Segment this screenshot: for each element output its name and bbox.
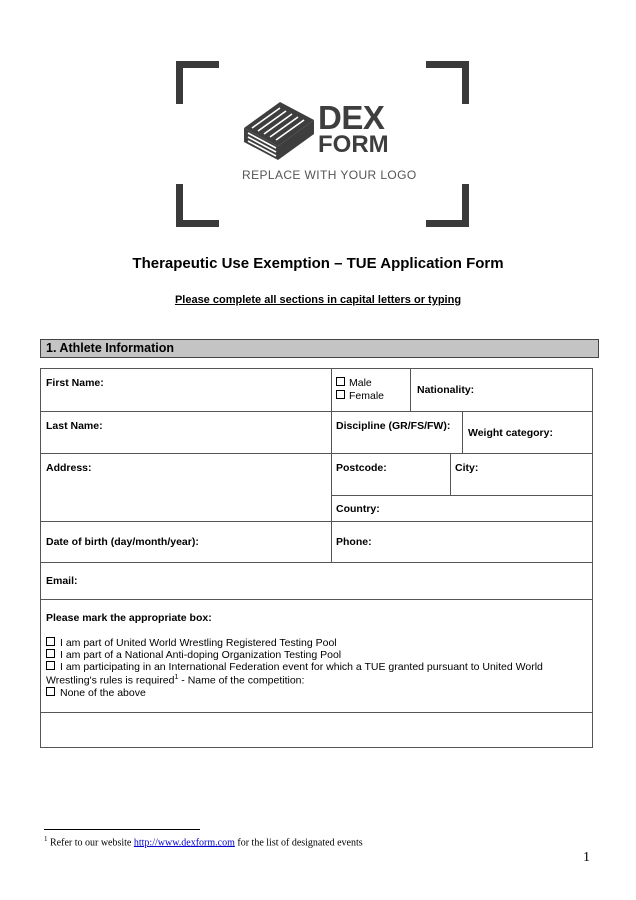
last-name-label: Last Name: — [46, 420, 103, 432]
row-divider — [41, 562, 593, 563]
col-divider — [462, 411, 463, 453]
option-if-event-continued — [46, 674, 304, 687]
option-2-text: I am part of a National Anti-doping Organization Testing Pool — [60, 649, 342, 661]
footnote-marker: 1 — [44, 835, 48, 843]
page-subtitle: Please complete all sections in capital letters or typing — [174, 294, 462, 306]
col-divider — [331, 369, 332, 562]
gender-male-label: Male — [349, 377, 372, 389]
page-number: 1 — [583, 850, 590, 865]
option-4-checkbox[interactable] — [46, 687, 55, 696]
option-3-checkbox[interactable] — [46, 661, 55, 670]
row-divider — [41, 521, 593, 522]
city-label: City: — [455, 462, 479, 474]
page-title: Therapeutic Use Exemption – TUE Application Form — [132, 255, 504, 272]
footnote-text-after: for the list of designated events — [234, 837, 363, 849]
first-name-label: First Name: — [46, 377, 104, 389]
col-divider — [410, 369, 411, 411]
footnote-rule — [44, 829, 200, 830]
option-1-text: I am part of United World Wrestling Registered Testing Pool — [60, 637, 337, 649]
logo-corner-top-left — [176, 61, 219, 104]
book-stack-icon — [240, 98, 316, 164]
section-heading: 1. Athlete Information — [40, 339, 599, 358]
option-nado-testing-pool[interactable] — [46, 649, 341, 661]
row-divider — [41, 712, 593, 713]
option-1-checkbox[interactable] — [46, 637, 55, 646]
mark-box-label: Please mark the appropriate box: — [46, 612, 212, 624]
row-divider — [41, 411, 593, 412]
dob-label: Date of birth (day/month/year): — [46, 536, 199, 548]
discipline-label: Discipline (GR/FS/FW): — [336, 420, 451, 432]
option-if-event[interactable] — [46, 661, 543, 673]
option-none[interactable] — [46, 687, 146, 699]
phone-label: Phone: — [336, 536, 372, 548]
gender-female-option[interactable] — [336, 390, 384, 402]
option-4-text: None of the above — [60, 687, 146, 699]
email-label: Email: — [46, 575, 78, 587]
footnote — [44, 835, 363, 848]
gender-male-option[interactable] — [336, 377, 372, 389]
option-3-text-line2b: - Name of the competition: — [178, 674, 305, 687]
logo-corner-top-right — [426, 61, 469, 104]
option-2-checkbox[interactable] — [46, 649, 55, 658]
col-divider — [450, 453, 451, 495]
row-divider — [331, 495, 593, 496]
row-divider — [41, 599, 593, 600]
option-3-text-line2: Wrestling's rules is required — [46, 674, 175, 687]
logo-text-form: FORM — [318, 131, 389, 158]
postcode-label: Postcode: — [336, 462, 387, 474]
gender-female-label: Female — [349, 390, 385, 402]
logo-corner-bottom-left — [176, 184, 219, 227]
footnote-text-before: Refer to our website — [47, 837, 134, 849]
logo-corner-bottom-right — [426, 184, 469, 227]
female-checkbox[interactable] — [336, 390, 345, 399]
weight-category-label: Weight category: — [468, 427, 553, 439]
address-label: Address: — [46, 462, 92, 474]
footnote-link[interactable]: http://www.dexform.com — [133, 837, 235, 849]
logo-tagline: REPLACE WITH YOUR LOGO — [242, 168, 417, 182]
footnote-ref: 1 — [174, 674, 179, 681]
logo-text-dex: DEX — [318, 99, 385, 136]
nationality-label: Nationality: — [417, 384, 475, 396]
country-label: Country: — [336, 503, 380, 515]
row-divider — [41, 453, 593, 454]
option-3-text: I am participating in an International Federation event for which a TUE granted pursuant to United World — [60, 661, 543, 673]
option-utw-testing-pool[interactable] — [46, 637, 337, 649]
male-checkbox[interactable] — [336, 377, 345, 386]
